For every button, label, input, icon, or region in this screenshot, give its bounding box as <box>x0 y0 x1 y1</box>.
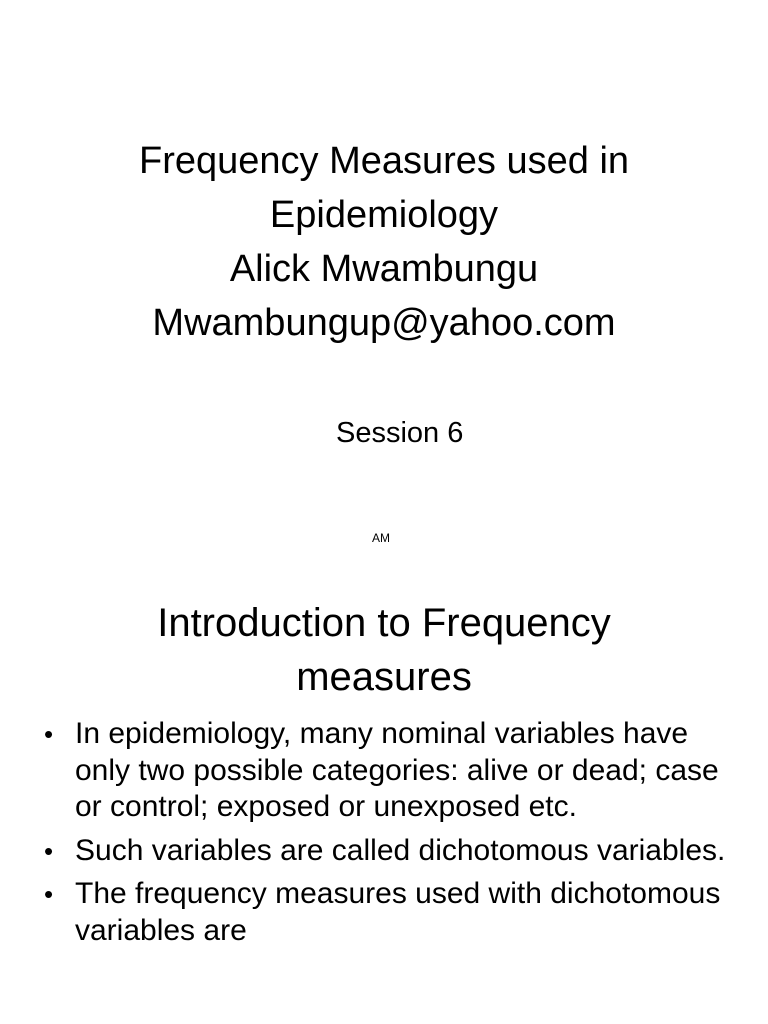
footer-initials: AM <box>372 531 390 545</box>
author-name: Alick Mwambungu <box>229 248 539 290</box>
title-line-1: Frequency Measures used in <box>138 140 630 182</box>
bullet-text: In epidemiology, many nominal variables have only two possible categories: alive or dead; case or control; exposed or unexposed etc. <box>75 717 719 823</box>
bullet-text: Such variables are called dichotomous variables. <box>75 833 726 867</box>
bullet-item <box>0 833 768 870</box>
author-email: Mwambungup@yahoo.com <box>152 302 616 344</box>
title-block <box>0 134 768 350</box>
session-label: Session 6 <box>336 417 464 449</box>
bullet-item <box>0 716 768 826</box>
bullet-marker: • <box>44 719 54 749</box>
slide-title <box>0 596 768 704</box>
bullet-marker: • <box>44 879 54 909</box>
title-line-2: Epidemiology <box>269 194 499 236</box>
bullet-marker: • <box>44 835 54 866</box>
intro-slide <box>0 576 768 1024</box>
slide-title-line-2: measures <box>296 655 472 699</box>
bullet-text: The frequency measures used with dichotomous variables are <box>75 877 721 947</box>
bullet-item <box>0 876 768 949</box>
slide-title-line-1: Introduction to Frequency <box>157 601 611 645</box>
bullet-list <box>0 716 768 956</box>
